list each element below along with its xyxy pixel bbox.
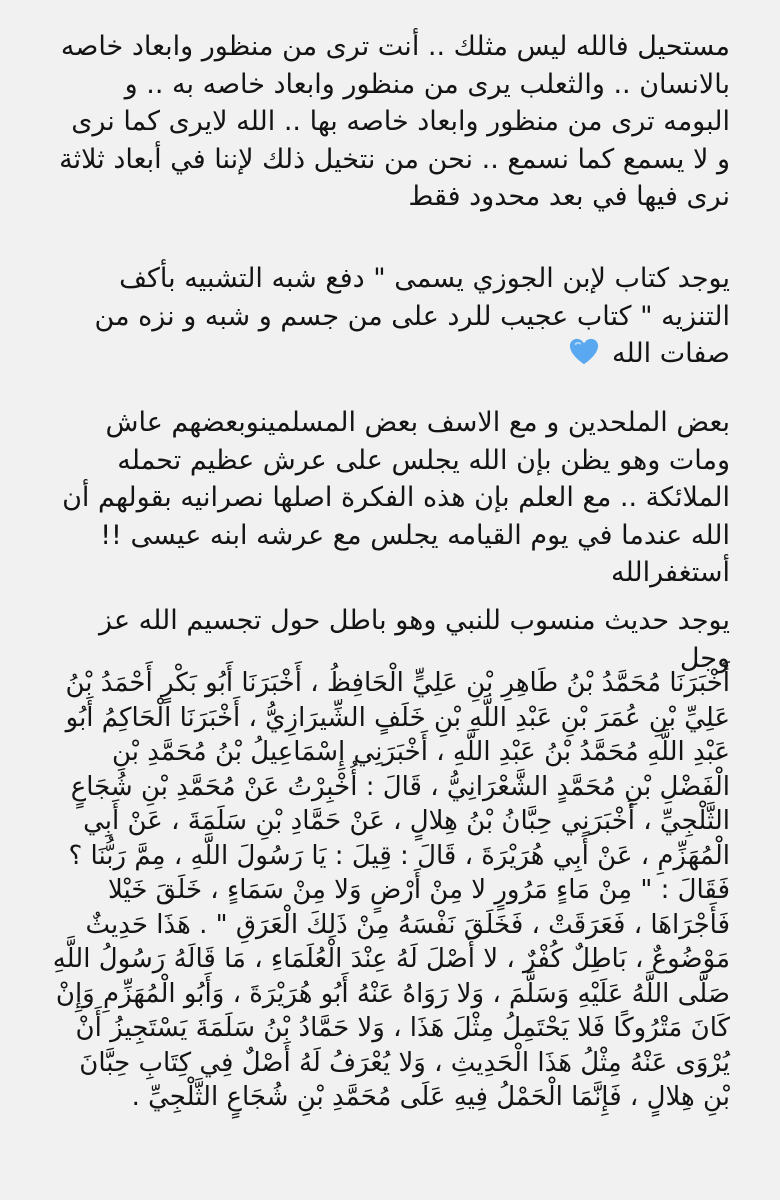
paragraph-impossibility: مستحيل فالله ليس مثلك .. أنت ترى من منظور وابعاد خاصه بالانسان .. والثعلب يرى من منظور وابعاد خاصه به .. و البومه ترى من منظور وابعاد خاصه بها .. الله لايرى كما نرى و لا يسمع كما نسمع .. نحن من نتخيل ذلك لإننا في أبعاد ثلاثة نرى فيها في بعد محدود فقط xyxy=(59,31,730,212)
paragraph-throne-belief: بعض الملحدين و مع الاسف بعض المسلمينوبعضهم عاش ومات وهو يظن بإن الله يجلس على عرش عظيم تحمله الملائكة .. مع العلم بإن هذه الفكرة اصلها نصرانيه بقولهم أن الله عندما في يوم القيامه يجلس مع عرشه ابنه عيسى !! أستغفرالله xyxy=(62,407,730,588)
paragraph-fabricated-hadith-intro: يوجد حديث منسوب للنبي وهو باطل حول تجسيم الله عز وجل xyxy=(99,605,730,674)
document-page xyxy=(52,0,730,1200)
paragraph-ibn-al-jawzi-book xyxy=(52,260,730,373)
paragraph-hadith-text: أَخْبَرَنَا مُحَمَّدُ بْنُ طَاهِرِ بْنِ عَلِيٍّ الْحَافِظُ ، أَخْبَرَنَا أَبُو بَكْرٍ أَحْمَدُ بْنُ عَلِيِّ بْنِ عُمَرَ بْنِ عَبْدِ اللَّهِ بْنِ خَلَفٍ الشِّيرَازِيُّ ، أَخْبَرَنَا الْحَاكِمُ أَبُو عَبْدِ اللَّهِ مُحَمَّدُ بْنُ عَبْدِ اللَّهِ ، أَخْبَرَنِي إِسْمَاعِيلُ بْنُ مُحَمَّدِ بْنِ الْفَضْلِ بْنِ مُحَمَّدٍ الشَّعْرَانِيُّ ، قَالَ : أُخْبِرْتُ عَنْ مُحَمَّدِ بْنِ شُجَاعٍ الثَّلْجِيِّ ، أَخْبَرَنِي حِبَّانُ بْنُ هِلالٍ ، عَنْ حَمَّادِ بْنِ سَلَمَةَ ، عَنْ أَبِي الْمُهَزِّمِ ، عَنْ أَبِي هُرَيْرَةَ ، قَالَ : قِيلَ : يَا رَسُولَ اللَّهِ ، مِمَّ رَبُّنَا ؟ فَقَالَ : " مِنْ مَاءٍ مَرُورٍ لا مِنْ أَرْضٍ وَلا مِنْ سَمَاءٍ ، خَلَقَ خَيْلا فَأَجْرَاهَا ، فَعَرَقَتْ ، فَخَلَقَ نَفْسَهُ مِنْ ذَلِكَ الْعَرَقِ " . هَذَا حَدِيثٌ مَوْضُوعٌ ، بَاطِلٌ كُفْرٌ ، لا أَصْلَ لَهُ عِنْدَ الْعُلَمَاءِ ، مَا قَالَهُ رَسُولُ اللَّهِ صَلَّى اللَّهُ عَلَيْهِ وَسَلَّمَ ، وَلا رَوَاهُ عَنْهُ أَبُو هُرَيْرَةَ ، وَأَبُو الْمُهَزِّمِ وَإِنْ كَانَ مَتْرُوكًا فَلا يَحْتَمِلُ مِثْلَ هَذَا ، وَلا حَمَّادُ بْنُ سَلَمَةَ يَسْتَجِيزُ أَنْ يُرْوَى عَنْهُ مِثْلُ هَذَا الْحَدِيثِ ، وَلا يُعْرَفُ لَهُ أَصْلٌ فِي كِتَابِ حِبَّانَ بْنِ هِلالٍ ، فَإِنَّمَا الْحَمْلُ فِيهِ عَلَى مُحَمَّدِ بْنِ شُجَاعٍ الثَّلْجِيِّ . xyxy=(52,668,730,1112)
paragraph-book-text: يوجد كتاب لإبن الجوزي يسمى " دفع شبه التشبيه بأكف التنزيه " كتاب عجيب للرد على من جسم و شبه و نزه من صفات الله xyxy=(94,263,730,369)
blue-heart-icon xyxy=(569,337,599,367)
